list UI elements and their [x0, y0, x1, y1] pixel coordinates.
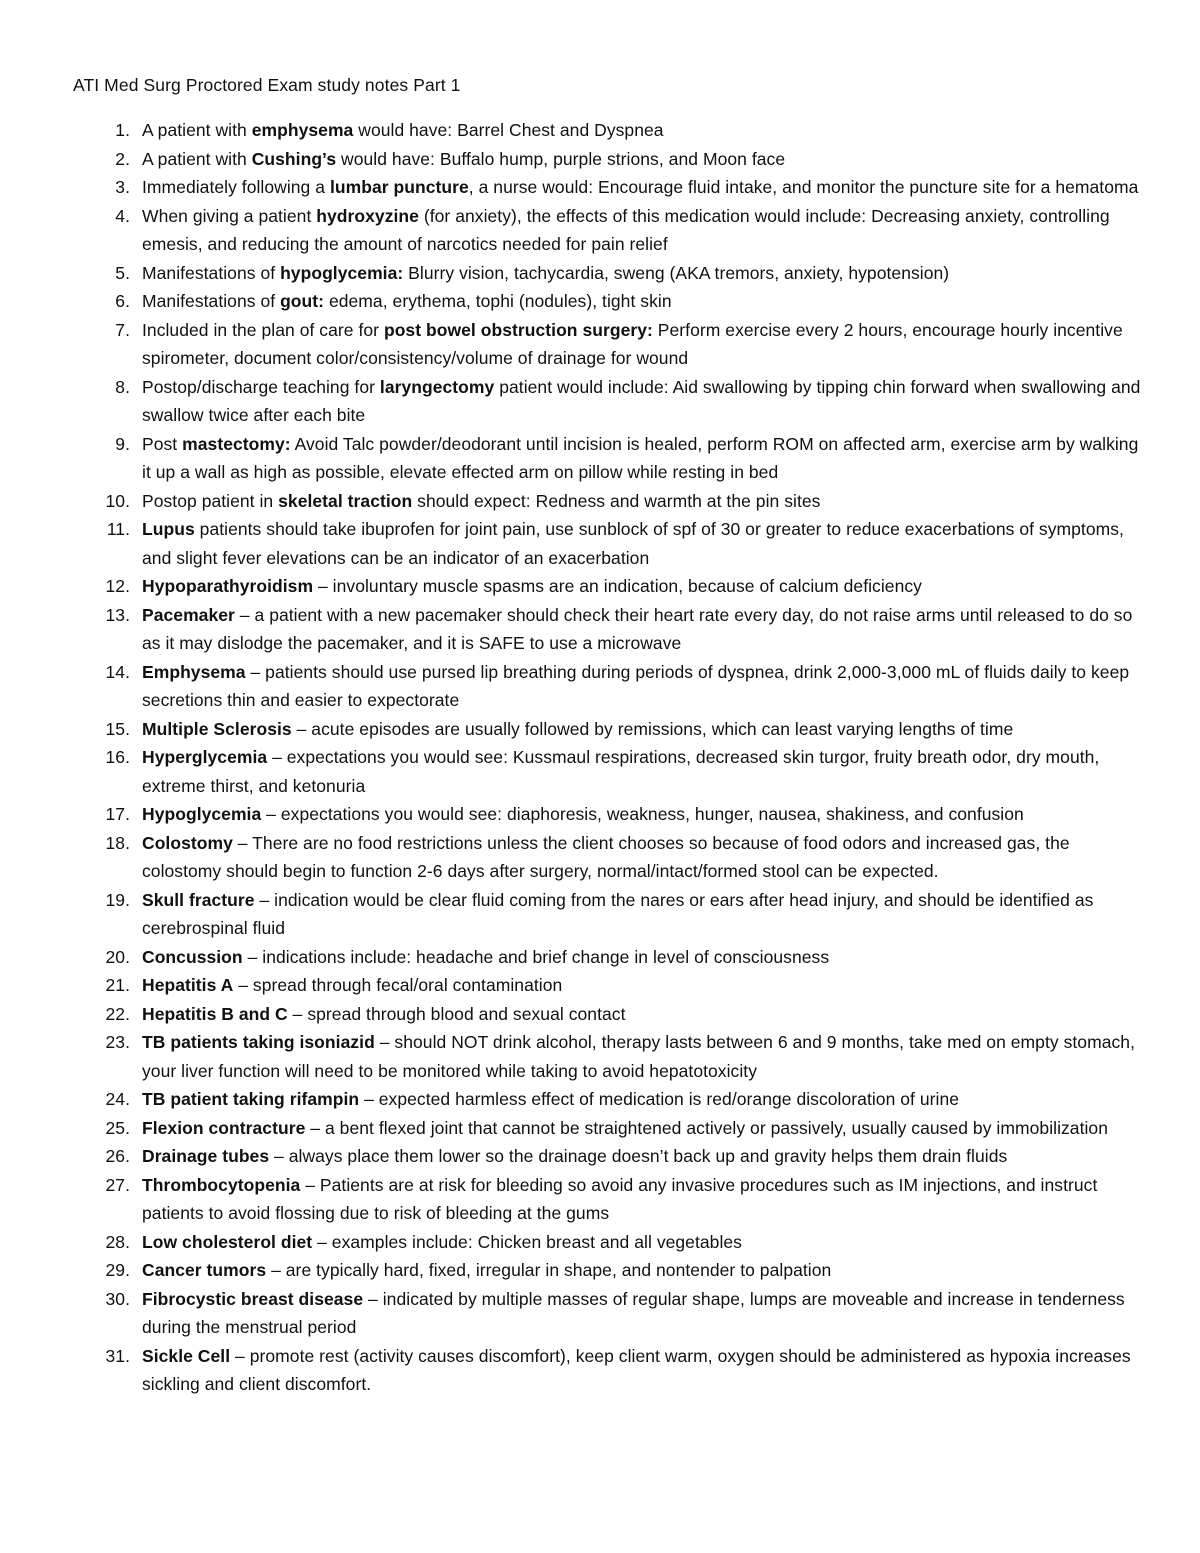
note-bold-term: Flexion contracture [142, 1117, 306, 1138]
note-lead-text: A patient with [142, 120, 252, 140]
note-body-text: – Patients are at risk for bleeding so avoid any invasive procedures such as IM injections, and instruct patients to avoid flossing due to risk of bleeding at the gums [142, 1174, 1098, 1223]
note-bold-term: Hepatitis A [142, 975, 234, 995]
note-item [0, 287, 1200, 316]
note-bold-term: Cancer tumors [142, 1260, 267, 1280]
note-body-text: would have: Buffalo hump, purple strions, and Moon face [336, 148, 786, 169]
note-bold-term: post bowel obstruction surgery: [383, 319, 653, 340]
note-number: 9. [115, 433, 130, 454]
note-bold-term: Low cholesterol diet [142, 1231, 313, 1252]
note-body-text: – There are no food restrictions unless the client chooses so because of food odors and increased gas, the colostomy should begin to function 2-6 days after surgery, normal/intact/formed stool can be expected. [142, 832, 1070, 881]
note-number: 28. [105, 1231, 130, 1252]
note-number: 19. [105, 889, 130, 910]
note-number: 7. [115, 319, 130, 340]
note-number: 12. [105, 576, 130, 596]
note-item [0, 601, 1200, 658]
note-number: 4. [115, 205, 130, 226]
note-body-text: – expected harmless effect of medication is red/orange discoloration of urine [359, 1089, 960, 1109]
note-item [0, 943, 1200, 972]
note-item [0, 715, 1200, 744]
note-body-text: should expect: Redness and warmth at the pin sites [412, 490, 821, 511]
note-bold-term: Cushing’s [251, 148, 337, 169]
note-bold-term: laryngectomy [379, 376, 495, 397]
note-bold-term: Thrombocytopenia [142, 1174, 301, 1195]
note-lead-text: A patient with [142, 148, 252, 169]
note-body-text: – promote rest (activity causes discomfort), keep client warm, oxygen should be administered as hypoxia increases sickling and client discomfort. [142, 1345, 1131, 1394]
note-bold-term: Hypoparathyroidism [142, 576, 314, 596]
note-body-text: – expectations you would see: Kussmaul respirations, decreased skin turgor, fruity breath odor, dry mouth, extreme thirst, and ketonuria [142, 747, 1100, 796]
note-item [0, 487, 1200, 516]
note-body-text: (for anxiety), the effects of this medication would include: Decreasing anxiety, controlling emesis, and reducing the amount of narcotics needed for pain relief [142, 205, 1110, 254]
note-bold-term: Emphysema [142, 661, 246, 682]
note-item [0, 116, 1200, 145]
note-body-text: – spread through fecal/oral contamination [233, 975, 563, 995]
note-item [0, 1028, 1200, 1085]
note-bold-term: Hypoglycemia [142, 804, 262, 824]
note-number: 29. [105, 1260, 130, 1280]
note-bold-term: lumbar puncture [329, 177, 469, 197]
note-number: 11. [106, 519, 130, 539]
document-title: ATI Med Surg Proctored Exam study notes Part 1 [73, 75, 461, 95]
note-item [0, 1000, 1200, 1029]
note-number: 6. [115, 291, 130, 311]
note-body-text: – indicated by multiple masses of regular shape, lumps are moveable and increase in tenderness during the menstrual period [142, 1288, 1125, 1337]
note-body-text: Blurry vision, tachycardia, sweng (AKA tremors, anxiety, hypotension) [403, 262, 950, 283]
note-body-text: – spread through blood and sexual contact [287, 1003, 626, 1024]
note-number: 2. [115, 148, 130, 169]
note-body-text: – a patient with a new pacemaker should check their heart rate every day, do not raise arms until released to do so as it may dislodge the pacemaker, and it is SAFE to use a microwave [142, 604, 1133, 653]
note-item [0, 1114, 1200, 1143]
note-item [0, 1085, 1200, 1114]
note-item [0, 145, 1200, 174]
note-body-text: patient would include: Aid swallowing by tipping chin forward when swallowing and swallow twice after each bite [142, 376, 1141, 425]
note-number: 24. [105, 1089, 130, 1109]
note-item [0, 971, 1200, 1000]
note-number: 25. [105, 1117, 130, 1138]
note-body-text: Perform exercise every 2 hours, encourage hourly incentive spirometer, document color/consistency/volume of drainage for wound [142, 319, 1123, 368]
note-bold-term: Fibrocystic breast disease [142, 1288, 364, 1309]
note-item [0, 515, 1200, 572]
note-body-text: – are typically hard, fixed, irregular in shape, and nontender to palpation [266, 1260, 832, 1280]
note-lead-text: Manifestations of [142, 262, 281, 283]
note-lead-text: Post [142, 433, 183, 454]
note-number: 30. [105, 1288, 130, 1309]
note-body-text: patients should take ibuprofen for joint pain, use sunblock of spf of 30 or greater to reduce exacerbations of symptoms, and slight fever elevations can be an indicator of an exacerbation [142, 519, 1124, 568]
note-number: 13. [105, 604, 130, 625]
note-body-text: – expectations you would see: diaphoresis, weakness, hunger, nausea, shakiness, and confusion [261, 804, 1024, 824]
note-number: 16. [105, 747, 130, 767]
note-bold-term: Skull fracture [142, 889, 255, 910]
note-bold-term: Lupus [142, 519, 195, 539]
note-body-text: edema, erythema, tophi (nodules), tight skin [324, 291, 672, 311]
note-bold-term: Hepatitis B and C [142, 1003, 288, 1024]
note-bold-term: Concussion [142, 946, 243, 967]
note-lead-text: Immediately following a [142, 177, 330, 197]
note-item [0, 1142, 1200, 1171]
note-item [0, 1171, 1200, 1228]
note-number: 23. [105, 1032, 130, 1052]
note-bold-term: Multiple Sclerosis [142, 718, 292, 739]
note-item [0, 800, 1200, 829]
note-bold-term: emphysema [251, 120, 354, 140]
note-item [0, 829, 1200, 886]
note-item [0, 316, 1200, 373]
note-bold-term: TB patients taking isoniazid [142, 1032, 375, 1052]
note-lead-text: Included in the plan of care for [142, 319, 384, 340]
note-number: 21. [105, 975, 130, 995]
note-body-text: – indications include: headache and brief change in level of consciousness [242, 946, 830, 967]
note-item [0, 259, 1200, 288]
note-item [0, 1256, 1200, 1285]
note-item [0, 658, 1200, 715]
note-bold-term: TB patient taking rifampin [142, 1089, 360, 1109]
note-item [0, 430, 1200, 487]
note-item [0, 202, 1200, 259]
note-body-text: – a bent flexed joint that cannot be straightened actively or passively, usually caused by immobilization [305, 1117, 1109, 1138]
note-item [0, 1228, 1200, 1257]
note-number: 17. [105, 804, 130, 824]
note-bold-term: mastectomy: [182, 433, 291, 454]
study-notes-list [0, 116, 1200, 1399]
note-lead-text: When giving a patient [142, 205, 317, 226]
note-body-text: – indication would be clear fluid coming from the nares or ears after head injury, and should be identified as cerebrospinal fluid [142, 889, 1094, 938]
note-bold-term: hydroxyzine [316, 205, 419, 226]
note-bold-term: hypoglycemia: [280, 262, 404, 283]
note-number: 22. [105, 1003, 130, 1024]
note-item [0, 572, 1200, 601]
note-body-text: – patients should use pursed lip breathing during periods of dyspnea, drink 2,000-3,000 mL of fluids daily to keep secretions thin and easier to expectorate [142, 661, 1130, 710]
note-number: 15. [105, 718, 130, 739]
note-body-text: Avoid Talc powder/deodorant until incision is healed, perform ROM on affected arm, exercise arm by walking it up a wall as high as possible, elevate effected arm on pillow while resting in bed [142, 433, 1139, 482]
note-item [0, 886, 1200, 943]
note-number: 1. [115, 120, 130, 140]
note-number: 3. [115, 177, 130, 197]
note-number: 5. [115, 262, 130, 283]
note-body-text: – acute episodes are usually followed by remissions, which can least varying lengths of time [291, 718, 1014, 739]
note-number: 31. [105, 1345, 130, 1366]
note-item [0, 173, 1200, 202]
note-item [0, 1285, 1200, 1342]
note-body-text: – examples include: Chicken breast and all vegetables [312, 1231, 742, 1252]
note-body-text: – involuntary muscle spasms are an indication, because of calcium deficiency [313, 576, 922, 596]
note-item [0, 743, 1200, 800]
note-number: 10. [105, 490, 130, 511]
note-number: 8. [115, 376, 130, 397]
note-number: 14. [105, 661, 130, 682]
note-bold-term: skeletal traction [278, 490, 413, 511]
note-number: 27. [105, 1174, 130, 1195]
note-lead-text: Manifestations of [142, 291, 281, 311]
note-item [0, 1342, 1200, 1399]
note-item [0, 373, 1200, 430]
note-body-text: , a nurse would: Encourage fluid intake, and monitor the puncture site for a hematoma [468, 177, 1139, 197]
note-body-text: would have: Barrel Chest and Dyspnea [353, 120, 664, 140]
note-number: 26. [105, 1146, 130, 1166]
note-number: 20. [105, 946, 130, 967]
note-number: 18. [105, 832, 130, 853]
note-lead-text: Postop patient in [142, 490, 279, 511]
note-bold-term: Drainage tubes [142, 1146, 270, 1166]
note-bold-term: Hyperglycemia [142, 747, 268, 767]
note-bold-term: gout: [280, 291, 325, 311]
note-bold-term: Colostomy [142, 832, 233, 853]
note-bold-term: Pacemaker [142, 604, 235, 625]
note-body-text: – always place them lower so the drainage doesn’t back up and gravity helps them drain fluids [269, 1146, 1008, 1166]
note-bold-term: Sickle Cell [142, 1345, 231, 1366]
note-lead-text: Postop/discharge teaching for [142, 376, 380, 397]
note-body-text: – should NOT drink alcohol, therapy lasts between 6 and 9 months, take med on empty stomach, your liver function will need to be monitored while taking to avoid hepatotoxicity [142, 1032, 1135, 1081]
